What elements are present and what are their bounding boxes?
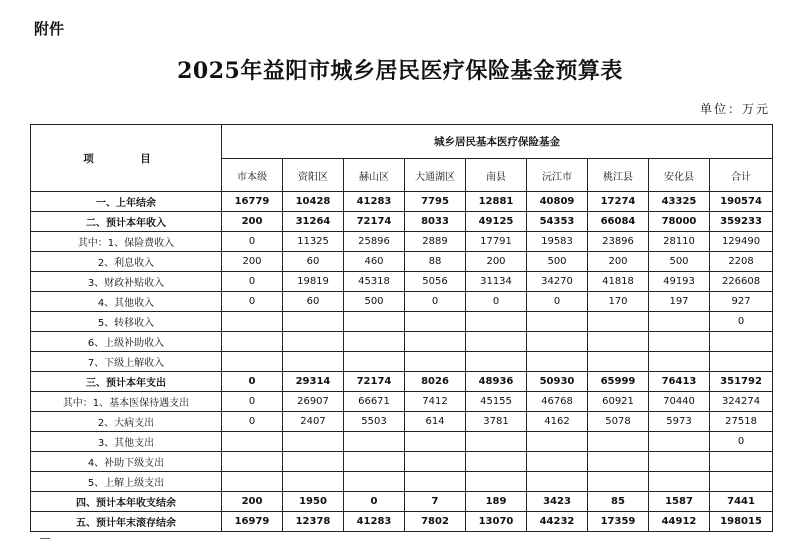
- table-cell: 7441: [710, 492, 773, 512]
- table-cell: [588, 432, 649, 452]
- table-cell: [405, 352, 466, 372]
- table-cell: [527, 312, 588, 332]
- row-label: 5、上解上级支出: [31, 472, 222, 492]
- table-cell: 16779: [222, 192, 283, 212]
- row-label: 2、大病支出: [31, 412, 222, 432]
- table-cell: 0: [710, 432, 773, 452]
- attachment-label: 附件: [34, 20, 65, 38]
- table-row: [31, 192, 773, 212]
- table-cell: 5078: [588, 412, 649, 432]
- table-cell: 2407: [283, 412, 344, 432]
- table-cell: [344, 452, 405, 472]
- table-cell: [710, 472, 773, 492]
- table-row: [31, 512, 773, 532]
- table-cell: 23896: [588, 232, 649, 252]
- row-label: 4、补助下级支出: [31, 452, 222, 472]
- table-cell: 72174: [344, 212, 405, 232]
- table-cell: 54353: [527, 212, 588, 232]
- table-cell: 200: [588, 252, 649, 272]
- table-cell: 5973: [649, 412, 710, 432]
- table-cell: 170: [588, 292, 649, 312]
- table-row: [31, 292, 773, 312]
- table-cell: 4162: [527, 412, 588, 432]
- table-cell: 85: [588, 492, 649, 512]
- table-cell: [588, 332, 649, 352]
- column-header: 沅江市: [527, 159, 588, 192]
- budget-table: [30, 124, 773, 532]
- row-label: 4、其他收入: [31, 292, 222, 312]
- table-cell: [222, 472, 283, 492]
- table-cell: 19583: [527, 232, 588, 252]
- table-cell: 2889: [405, 232, 466, 252]
- table-cell: [283, 332, 344, 352]
- row-label: 四、预计本年收支结余: [31, 492, 222, 512]
- table-cell: 129490: [710, 232, 773, 252]
- table-cell: 41283: [344, 192, 405, 212]
- table-cell: [649, 352, 710, 372]
- table-cell: [405, 452, 466, 472]
- table-cell: 226608: [710, 272, 773, 292]
- table-row: [31, 452, 773, 472]
- row-label: 一、上年结余: [31, 192, 222, 212]
- table-cell: 31134: [466, 272, 527, 292]
- table-cell: 5056: [405, 272, 466, 292]
- table-cell: 72174: [344, 372, 405, 392]
- table-cell: 0: [222, 272, 283, 292]
- table-cell: [466, 432, 527, 452]
- table-cell: 13070: [466, 512, 527, 532]
- row-label: 其中：1、基本医保待遇支出: [31, 392, 222, 412]
- row-label: 2、利息收入: [31, 252, 222, 272]
- row-label: 其中：1、保险费收入: [31, 232, 222, 252]
- table-cell: 0: [222, 292, 283, 312]
- table-cell: [466, 312, 527, 332]
- table-cell: 0: [344, 492, 405, 512]
- row-label: 3、其他支出: [31, 432, 222, 452]
- table-cell: 197: [649, 292, 710, 312]
- table-cell: [527, 332, 588, 352]
- table-cell: 7: [405, 492, 466, 512]
- table-cell: [649, 472, 710, 492]
- table-cell: 3781: [466, 412, 527, 432]
- table-cell: [466, 472, 527, 492]
- column-header: 资阳区: [283, 159, 344, 192]
- table-cell: 41283: [344, 512, 405, 532]
- table-cell: 17274: [588, 192, 649, 212]
- column-header: 赫山区: [344, 159, 405, 192]
- table-cell: [344, 312, 405, 332]
- table-cell: 27518: [710, 412, 773, 432]
- table-cell: 45318: [344, 272, 405, 292]
- table-cell: 19819: [283, 272, 344, 292]
- table-cell: [710, 452, 773, 472]
- fund-group-header: 城乡居民基本医疗保险基金: [222, 125, 773, 159]
- table-row: [31, 412, 773, 432]
- table-cell: [405, 312, 466, 332]
- table-cell: [283, 312, 344, 332]
- table-cell: [344, 472, 405, 492]
- table-cell: 16979: [222, 512, 283, 532]
- row-label: 6、上级补助收入: [31, 332, 222, 352]
- table-cell: [283, 432, 344, 452]
- table-cell: 34270: [527, 272, 588, 292]
- table-row: [31, 252, 773, 272]
- table-cell: [527, 352, 588, 372]
- table-cell: [283, 452, 344, 472]
- table-cell: 12378: [283, 512, 344, 532]
- table-cell: 0: [222, 392, 283, 412]
- table-cell: [405, 472, 466, 492]
- table-cell: [283, 352, 344, 372]
- table-cell: 11325: [283, 232, 344, 252]
- table-cell: [222, 332, 283, 352]
- table-cell: 200: [222, 212, 283, 232]
- table-body: [31, 192, 773, 532]
- table-cell: 60921: [588, 392, 649, 412]
- table-cell: 41818: [588, 272, 649, 292]
- table-cell: 66671: [344, 392, 405, 412]
- table-cell: [466, 352, 527, 372]
- table-cell: 17359: [588, 512, 649, 532]
- table-cell: 927: [710, 292, 773, 312]
- table-cell: 614: [405, 412, 466, 432]
- column-header: 市本级: [222, 159, 283, 192]
- table-row: [31, 492, 773, 512]
- table-cell: 190574: [710, 192, 773, 212]
- row-label: 二、预计本年收入: [31, 212, 222, 232]
- table-cell: [649, 432, 710, 452]
- table-cell: [466, 332, 527, 352]
- table-cell: 0: [710, 312, 773, 332]
- table-cell: 0: [466, 292, 527, 312]
- row-label: 7、下级上解收入: [31, 352, 222, 372]
- table-cell: 1950: [283, 492, 344, 512]
- table-cell: [649, 312, 710, 332]
- table-cell: 25896: [344, 232, 405, 252]
- table-cell: 44232: [527, 512, 588, 532]
- table-cell: [405, 432, 466, 452]
- table-cell: 7795: [405, 192, 466, 212]
- table-row: [31, 352, 773, 372]
- row-label: 三、预计本年支出: [31, 372, 222, 392]
- table-cell: 7412: [405, 392, 466, 412]
- table-cell: [344, 332, 405, 352]
- column-header: 安化县: [649, 159, 710, 192]
- column-header: 大通湖区: [405, 159, 466, 192]
- table-cell: 12881: [466, 192, 527, 212]
- table-cell: 324274: [710, 392, 773, 412]
- table-cell: [405, 332, 466, 352]
- row-label: 3、财政补贴收入: [31, 272, 222, 292]
- table-cell: 500: [344, 292, 405, 312]
- table-cell: 48936: [466, 372, 527, 392]
- table-row: [31, 372, 773, 392]
- table-cell: 10428: [283, 192, 344, 212]
- table-cell: 500: [527, 252, 588, 272]
- table-cell: 26907: [283, 392, 344, 412]
- table-cell: 50930: [527, 372, 588, 392]
- table-cell: 78000: [649, 212, 710, 232]
- column-header: 南县: [466, 159, 527, 192]
- table-cell: 46768: [527, 392, 588, 412]
- table-cell: 7802: [405, 512, 466, 532]
- table-cell: 8033: [405, 212, 466, 232]
- table-cell: 45155: [466, 392, 527, 412]
- table-cell: 200: [466, 252, 527, 272]
- table-cell: 8026: [405, 372, 466, 392]
- table-cell: [710, 352, 773, 372]
- table-cell: [588, 352, 649, 372]
- table-cell: [649, 452, 710, 472]
- table-cell: [588, 452, 649, 472]
- table-cell: 0: [222, 412, 283, 432]
- table-cell: 0: [527, 292, 588, 312]
- table-cell: 65999: [588, 372, 649, 392]
- table-cell: 66084: [588, 212, 649, 232]
- table-cell: 44912: [649, 512, 710, 532]
- column-header: 桃江县: [588, 159, 649, 192]
- table-cell: 28110: [649, 232, 710, 252]
- table-cell: 359233: [710, 212, 773, 232]
- table-cell: [222, 452, 283, 472]
- table-cell: [283, 472, 344, 492]
- table-cell: 60: [283, 252, 344, 272]
- table-cell: 88: [405, 252, 466, 272]
- table-cell: [466, 452, 527, 472]
- table-cell: 500: [649, 252, 710, 272]
- column-header: 合计: [710, 159, 773, 192]
- table-cell: [344, 432, 405, 452]
- table-cell: [588, 312, 649, 332]
- unit-label: 单位：万元: [699, 102, 770, 116]
- table-cell: 0: [222, 232, 283, 252]
- table-cell: 200: [222, 252, 283, 272]
- table-cell: 31264: [283, 212, 344, 232]
- table-cell: [527, 452, 588, 472]
- table-cell: 0: [222, 372, 283, 392]
- table-cell: [588, 472, 649, 492]
- page-edge-mark: [40, 538, 50, 542]
- table-cell: 189: [466, 492, 527, 512]
- table-row: [31, 212, 773, 232]
- row-label: 5、转移收入: [31, 312, 222, 332]
- row-label: 五、预计年末滚存结余: [31, 512, 222, 532]
- table-cell: [222, 312, 283, 332]
- table-cell: 351792: [710, 372, 773, 392]
- item-column-header: 项 目: [31, 125, 222, 192]
- table-cell: 60: [283, 292, 344, 312]
- table-row: [31, 272, 773, 292]
- table-cell: 29314: [283, 372, 344, 392]
- table-cell: 460: [344, 252, 405, 272]
- table-cell: 49193: [649, 272, 710, 292]
- table-cell: [649, 332, 710, 352]
- table-cell: 2208: [710, 252, 773, 272]
- table-cell: 0: [405, 292, 466, 312]
- table-row: [31, 312, 773, 332]
- table-cell: 40809: [527, 192, 588, 212]
- table-cell: 49125: [466, 212, 527, 232]
- table-row: [31, 392, 773, 412]
- table-cell: [222, 432, 283, 452]
- table-row: [31, 432, 773, 452]
- table-cell: 1587: [649, 492, 710, 512]
- table-cell: 76413: [649, 372, 710, 392]
- table-cell: 70440: [649, 392, 710, 412]
- table-row: [31, 232, 773, 252]
- table-row: [31, 332, 773, 352]
- table-cell: 200: [222, 492, 283, 512]
- table-cell: [710, 332, 773, 352]
- table-cell: [344, 352, 405, 372]
- table-row: [31, 472, 773, 492]
- table-cell: 17791: [466, 232, 527, 252]
- table-cell: [222, 352, 283, 372]
- table-cell: 3423: [527, 492, 588, 512]
- table-cell: 198015: [710, 512, 773, 532]
- table-cell: [527, 472, 588, 492]
- page-title: 2025年益阳市城乡居民医疗保险基金预算表: [177, 58, 623, 84]
- table-cell: 5503: [344, 412, 405, 432]
- table-cell: 43325: [649, 192, 710, 212]
- table-cell: [527, 432, 588, 452]
